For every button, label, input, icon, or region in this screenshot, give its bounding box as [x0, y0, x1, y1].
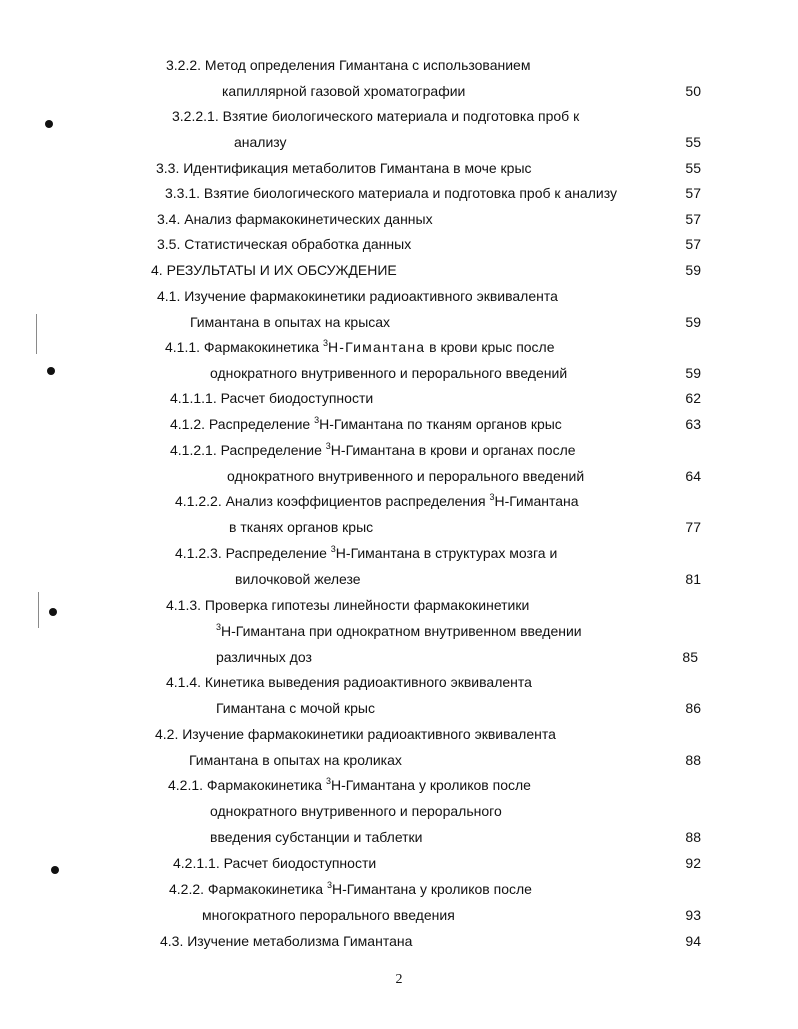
toc-entry-4-1-1-1: 4.1.1.1. Расчет биодоступности — [170, 390, 374, 406]
toc-entry-3-3-1: 3.3.1. Взятие биологического материала и подготовка проб к анализу — [165, 185, 617, 201]
toc-entry-4-1-2: 4.1.2. Распределение $^3$Н-Гимантана по тканям органов крыс — [170, 415, 562, 432]
toc-page-number: 62 — [685, 390, 701, 406]
toc-page-number: 59 — [685, 314, 701, 330]
toc-page-number: 92 — [685, 855, 701, 871]
toc-page-number: 55 — [685, 160, 701, 176]
margin-scan-line — [38, 592, 39, 628]
toc-entry-4: 4. РЕЗУЛЬТАТЫ И ИХ ОБСУЖДЕНИЕ — [151, 262, 397, 278]
binder-hole-dot-icon — [49, 608, 57, 616]
toc-page-number: 64 — [685, 468, 701, 484]
toc-page-number: 94 — [685, 933, 701, 949]
toc-page-number: 50 — [685, 83, 701, 99]
toc-entry-4-2-cont: Гимантана в опытах на кроликах — [189, 752, 402, 768]
toc-entry-3-2-2-1-cont: анализу — [234, 134, 287, 150]
toc-entry-4-2-2: 4.2.2. Фармакокинетика $^3$Н-Гимантана у кроликов после — [169, 880, 532, 897]
toc-entry-4-1-cont: Гимантана в опытах на крысах — [190, 314, 391, 330]
toc-entry-4-1-2-2: 4.1.2.2. Анализ коэффициентов распределения $^3$Н-Гимантана — [175, 492, 579, 509]
toc-page-number: 81 — [685, 571, 701, 587]
toc-entry-3-5: 3.5. Статистическая обработка данных — [157, 236, 412, 252]
toc-page-number: 59 — [685, 365, 701, 381]
toc-page-number: 86 — [685, 700, 701, 716]
toc-entry-4-3: 4.3. Изучение метаболизма Гимантана — [160, 933, 413, 949]
toc-entry-4-1-2-3-cont: вилочковой железе — [235, 571, 361, 587]
toc-page-number: 57 — [685, 236, 701, 252]
toc-entry-4-1-3-cont2: различных доз — [216, 649, 312, 665]
toc-entry-4-1-4-cont: Гимантана с мочой крыс — [216, 700, 375, 716]
toc-entry-3-2-2: 3.2.2. Метод определения Гимантана с использованием — [166, 57, 531, 73]
toc-entry-4-2-1-cont2: введения субстанции и таблетки — [210, 829, 423, 845]
toc-entry-4-1-2-1: 4.1.2.1. Распределение $^3$Н-Гимантана в крови и органах после — [170, 441, 576, 458]
toc-entry-3-2-2-1: 3.2.2.1. Взятие биологического материала и подготовка проб к — [172, 108, 580, 124]
toc-page-number: 93 — [685, 907, 701, 923]
toc-entry-4-1-1: 4.1.1. Фармакокинетика $^3$Н-Гимантана в крови крыс после — [165, 338, 555, 355]
toc-page-number: 57 — [685, 211, 701, 227]
binder-hole-dot-icon — [51, 866, 59, 874]
toc-entry-4-1-3-cont: $^3$Н-Гимантана при однократном внутривенном введении — [216, 622, 582, 639]
toc-page-number: 55 — [685, 134, 701, 150]
toc-page-number: 77 — [685, 519, 701, 535]
toc-page-number: 88 — [685, 829, 701, 845]
toc-entry-4-1: 4.1. Изучение фармакокинетики радиоактивного эквивалента — [157, 288, 558, 304]
toc-page-number: 59 — [685, 262, 701, 278]
toc-entry-4-1-1-cont: однократного внутривенного и перорального введений — [210, 365, 568, 381]
toc-entry-4-1-4: 4.1.4. Кинетика выведения радиоактивного эквивалента — [166, 674, 532, 690]
toc-entry-3-3: 3.3. Идентификация метаболитов Гимантана в моче крыс — [156, 160, 532, 176]
toc-page-number: 63 — [685, 416, 701, 432]
toc-entry-4-2-2-cont: многократного перорального введения — [202, 907, 455, 923]
margin-scan-line — [36, 314, 37, 354]
binder-hole-dot-icon — [45, 120, 53, 128]
toc-page-number: 57 — [685, 185, 701, 201]
toc-page-number: 85 — [682, 649, 698, 665]
toc-entry-3-4: 3.4. Анализ фармакокинетических данных — [157, 211, 433, 227]
toc-entry-4-1-3: 4.1.3. Проверка гипотезы линейности фармакокинетики — [166, 597, 530, 613]
toc-entry-4-1-2-2-cont: в тканях органов крыс — [229, 519, 374, 535]
toc-entry-4-1-2-3: 4.1.2.3. Распределение $^3$Н-Гимантана в структурах мозга и — [175, 544, 558, 561]
toc-entry-4-2-1: 4.2.1. Фармакокинетика $^3$Н-Гимантана у кроликов после — [168, 776, 531, 793]
toc-entry-4-2: 4.2. Изучение фармакокинетики радиоактивного эквивалента — [155, 726, 556, 742]
toc-entry-3-2-2-cont: капиллярной газовой хроматографии — [222, 83, 466, 99]
binder-hole-dot-icon — [47, 367, 55, 375]
toc-entry-4-1-2-1-cont: однократного внутривенного и перорального введений — [227, 468, 585, 484]
toc-entry-4-2-1-1: 4.2.1.1. Расчет биодоступности — [173, 855, 377, 871]
toc-entry-4-2-1-cont: однократного внутривенного и перорального — [210, 803, 502, 819]
page-number: 2 — [395, 972, 403, 987]
toc-page-number: 88 — [685, 752, 701, 768]
